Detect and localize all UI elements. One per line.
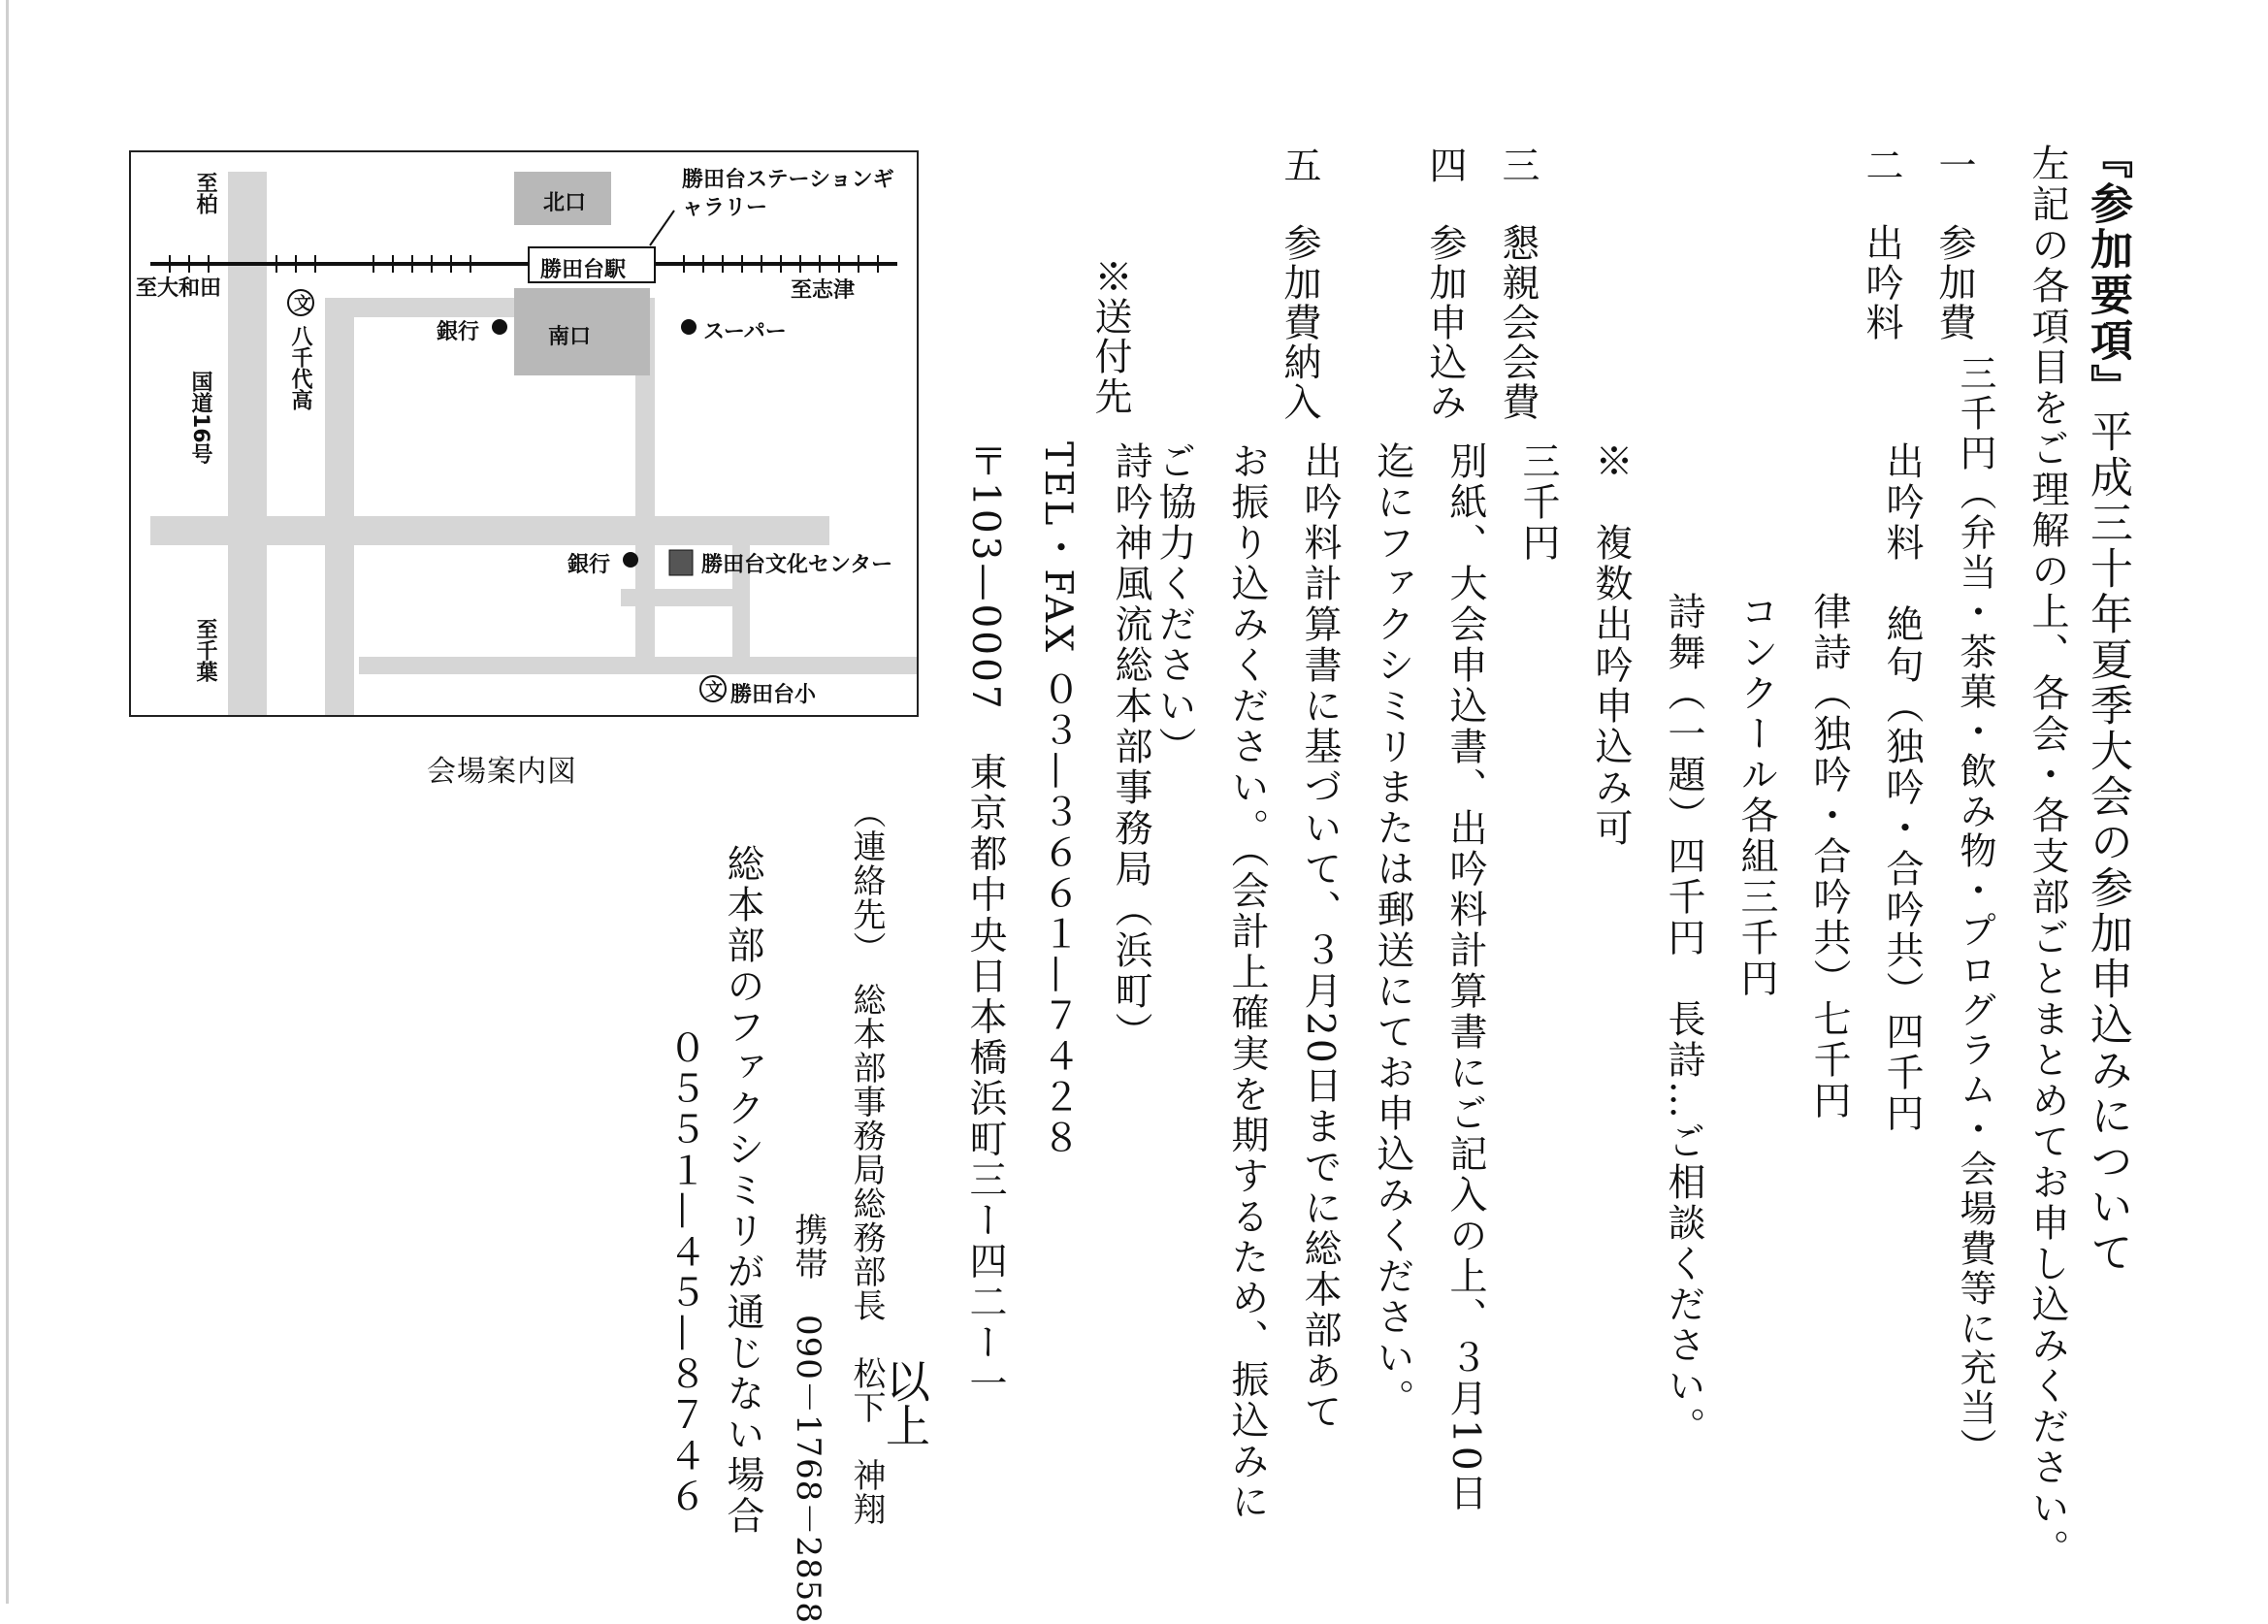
item-2-label: 出吟料 — [1860, 223, 1903, 342]
bank-2-dot — [623, 552, 638, 568]
item-2-detail-3: コンクール各組三千円 — [1734, 592, 1778, 999]
item-4-number: 四 — [1423, 146, 1467, 183]
contact-line-3: 総本部のファクシミリが通じない場合 — [721, 844, 764, 1537]
culture-center-mark — [669, 550, 693, 575]
send-name: 詩吟神風流総本部事務局（浜町） — [1109, 441, 1152, 1053]
map-label-north-exit: 北口 — [543, 191, 587, 215]
map-label-shizu: 至志津 — [791, 278, 856, 303]
map-label-gallery: 勝田台ステーションギャラリー — [682, 168, 894, 220]
map-caption: 会場案内図 — [427, 755, 577, 789]
item-2-note: ※ 複数出吟申込み可 — [1589, 441, 1633, 849]
road-route16 — [228, 172, 267, 715]
send-address: 〒103—0007 東京都中央日本橋浜町三ー四二ー一 — [963, 441, 1007, 1405]
map-label-bank-2: 銀行 — [567, 553, 611, 577]
item-2-number: 二 — [1860, 146, 1903, 183]
item-3-number: 三 — [1496, 146, 1539, 183]
send-tel-fax: TEL・FAX ０３—３６６１—７４２８ — [1036, 441, 1080, 1159]
item-1-label: 参加費 — [1932, 223, 1976, 342]
venue-map — [129, 150, 919, 717]
map-label-route16: 国道16号 — [188, 371, 212, 465]
title-rest: 平成三十年夏季大会の参加申込みについて — [2083, 409, 2132, 1276]
item-1-number: 一 — [1932, 146, 1976, 183]
map-label-culture-center: 勝田台文化センター — [701, 553, 893, 577]
map-label-owada: 至大和田 — [136, 276, 222, 301]
item-2-detail-4: 詩舞（一題）四千円 長詩…ご相談ください。 — [1662, 592, 1705, 1447]
map-label-elementary: 勝田台小 — [730, 683, 817, 707]
title-main: 『参加要項』 — [2083, 136, 2132, 409]
item-4-label: 参加申込み — [1423, 223, 1467, 422]
map-label-bank-1: 銀行 — [437, 320, 480, 344]
item-5-number: 五 — [1278, 146, 1321, 183]
super-dot — [681, 319, 697, 335]
map-drawing — [131, 152, 917, 715]
item-4-detail-1: 別紙、大会申込書、出吟料計算書にご記入の上、３月10日 — [1443, 441, 1487, 1514]
map-label-kashiwa: 至柏 — [193, 172, 217, 214]
item-5-detail-1: 出吟料計算書に基づいて、３月20日までに総本部あて — [1298, 441, 1342, 1433]
item-5-detail-3: ご協力ください） — [1152, 441, 1196, 767]
contact-line-1: （連絡先） 総本部事務局総務部長 松下 神翔 — [847, 796, 886, 1526]
page-title — [2083, 136, 2132, 1276]
item-5-detail-2: お振り込みください。（会計上確実を期するため、振込みに — [1225, 441, 1269, 1523]
map-label-station: 勝田台駅 — [540, 258, 627, 282]
item-2-detail-2: 律詩（独吟・合吟共）七千円 — [1807, 592, 1851, 1121]
intro-text: 左記の各項目をご理解の上、各会・各支部ごとまとめてお申し込みください。 — [2025, 144, 2069, 1570]
road-center-spur — [621, 589, 747, 606]
contact-fax-number: ０５５１—４５—８７４６ — [663, 1028, 706, 1517]
map-label-chiba: 至千葉 — [193, 618, 217, 682]
road-yachiyo — [325, 298, 354, 715]
map-school-mark-yachiyo: 文 — [294, 294, 311, 314]
map-label-south-exit: 南口 — [548, 325, 592, 349]
map-label-super: スーパー — [703, 320, 787, 344]
gallery-pointer — [650, 211, 674, 245]
map-school-mark-elem: 文 — [705, 680, 723, 700]
contact-mobile: 携帯 090－1768－2858 — [789, 1213, 827, 1624]
scan-edge-line — [6, 0, 9, 1604]
item-5-label: 参加費納入 — [1278, 223, 1321, 422]
send-label: ※送付先 — [1088, 257, 1132, 416]
item-2-detail-1: 出吟料 絶句（独吟・合吟共）四千円 — [1880, 441, 1924, 1134]
item-4-detail-2: 迄にファクシミリまたは郵送にてお申込みください。 — [1371, 441, 1414, 1419]
map-label-yachiyo-high: 八千代高 — [288, 325, 312, 410]
road-main-horizontal — [150, 516, 829, 545]
item-3-label: 懇親会会費 — [1496, 223, 1539, 422]
end-mark: 以上 — [879, 1358, 931, 1447]
item-3-detail: 三千円 — [1516, 441, 1560, 564]
item-1-detail: 三千円（弁当・茶菓・飲み物・プログラム・会場費等に充当） — [1954, 354, 1996, 1468]
bank-1-dot — [492, 319, 507, 335]
